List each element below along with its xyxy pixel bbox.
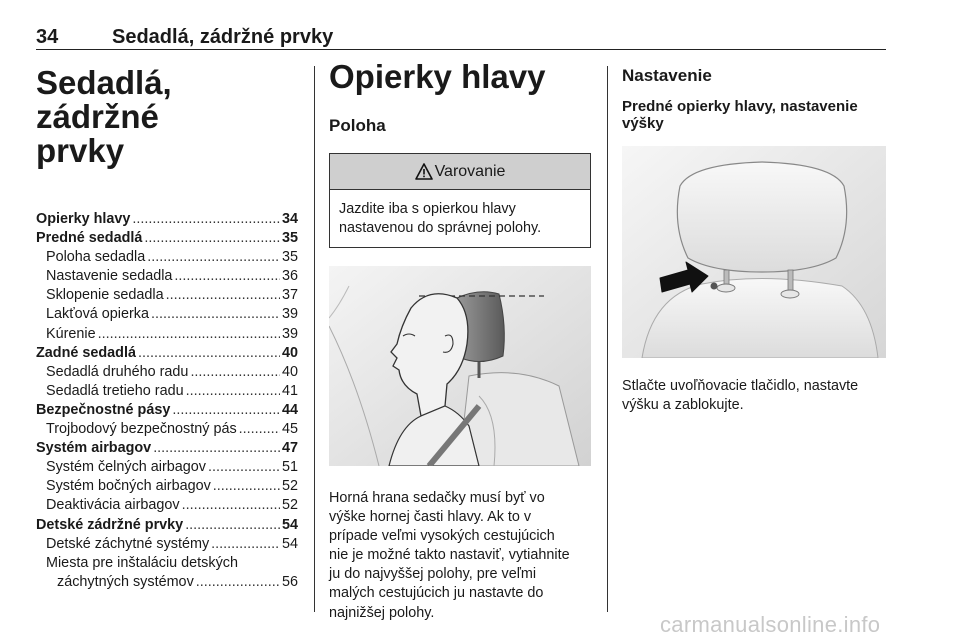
text-line: výšku a zablokujte. [622,397,744,414]
toc-entry-page: 41 [281,382,298,399]
toc-entry-page: 35 [281,249,298,266]
toc-entry[interactable] [36,535,298,554]
toc-entry-label: Sedadlá druhého radu [46,363,189,380]
toc-entry-page: 36 [281,268,298,285]
toc-leader-dots [147,248,280,267]
toc-entry-label: Systém čelných airbagov [46,459,206,476]
toc-entry-page: 40 [281,363,298,380]
body-paragraph [622,377,888,415]
chapter-title [36,66,298,168]
toc-entry-label: Nastavenie sedadla [46,268,173,285]
toc-entry[interactable] [36,248,298,267]
toc-entry[interactable] [36,516,298,535]
toc-entry[interactable] [36,229,298,248]
toc-leader-dots [239,420,280,439]
toc-leader-dots [190,363,280,382]
toc-entry[interactable] [36,439,298,458]
toc-entry[interactable] [36,344,298,363]
chapter-title-line: prvky [36,132,125,169]
toc-entry[interactable] [36,286,298,305]
toc-entry-label: Opierky hlavy [36,211,131,227]
subtitle-line: výšky [622,115,664,132]
toc-entry-page: 37 [281,287,298,304]
head-and-headrest-figure [329,266,591,466]
section-subtitle: Poloha [329,116,386,135]
toc-entry-label: Systém airbagov [36,440,152,457]
toc-leader-dots [98,325,280,344]
section-title: Nastavenie [622,66,712,85]
toc-leader-dots [144,229,280,248]
column-3 [622,60,888,415]
text-line: Stlačte uvoľňovacie tlačidlo, nastavte [622,378,859,394]
running-title: Sedadlá, zádržné prvky [112,26,334,48]
body-paragraph [329,489,593,623]
toc-entry-page: 40 [281,344,298,361]
toc-entry-label: Systém bočných airbagov [46,478,211,495]
text-line: nie je možné takto nastaviť, vytiahnite [329,547,570,564]
toc-entry-page: 39 [281,325,298,342]
toc-leader-dots [213,477,280,496]
toc-leader-dots [174,267,280,286]
toc-entry-label: Trojbodový bezpečnostný pás [46,421,237,438]
toc-leader-dots [185,516,280,535]
warning-line: nastavenou do správnej polohy. [339,220,542,236]
toc-entry-page: 56 [281,573,298,590]
toc-entry-label: Predné sedadlá [36,230,143,247]
headrest-position-illustration [329,266,593,471]
toc-entry-label: Lakťová opierka [46,306,149,323]
headrest-figure [622,146,886,358]
toc-entry-page: 52 [281,497,298,514]
warning-box [329,153,591,248]
toc-entry[interactable] [36,401,298,420]
column-divider [314,66,315,612]
toc-entry[interactable] [36,496,298,515]
warning-triangle-icon [415,163,433,180]
toc-leader-dots [208,458,280,477]
text-line: výške hornej časti hlavy. Ak to v [329,509,532,526]
toc-entry[interactable] [36,382,298,401]
section-subtitle [622,98,888,132]
toc-entry-page: 51 [281,459,298,476]
page-number: 34 [36,26,59,48]
column-2 [329,60,593,623]
toc-entry[interactable] [36,554,298,573]
toc-entry-label: Detské zádržné prvky [36,516,184,533]
toc-entry-page: 47 [281,440,298,457]
toc-entry[interactable] [36,210,298,229]
toc-entry-label: Sklopenie sedadla [46,287,164,304]
text-line: prípade veľmi vysokých cestujúcich [329,528,555,545]
toc-entry-page: 34 [281,211,298,227]
toc-entry-label: Deaktivácia airbagov [46,497,180,514]
chapter-title-line: Sedadlá, zádržné [36,64,172,135]
toc-entry-page: 54 [281,535,298,552]
toc-entry[interactable] [36,573,298,592]
toc-entry[interactable] [36,363,298,382]
toc-leader-dots [132,210,280,229]
text-line: najnižšej polohy. [329,604,435,621]
toc-entry-label: Miesta pre inštaláciu detských [46,554,238,571]
toc-entry-page: 44 [281,401,298,418]
toc-entry-page: 54 [281,516,298,533]
toc-entry[interactable] [36,305,298,324]
subtitle-line: Predné opierky hlavy, nastavenie [622,98,858,115]
toc-entry-page: 45 [281,421,298,438]
warning-body [330,190,590,247]
toc-entry-page: 39 [281,306,298,323]
headrest-adjust-illustration [622,146,888,363]
toc-entry-page: 35 [281,230,298,247]
toc-leader-dots [211,535,280,554]
warning-heading [330,154,590,190]
column-divider [607,66,608,612]
toc-leader-dots [186,382,280,401]
page-header [36,16,886,50]
toc-leader-dots [153,439,280,458]
toc-leader-dots [166,286,280,305]
text-line: Horná hrana sedačky musí byť vo [329,490,545,506]
table-of-contents [36,210,298,592]
toc-entry-label: Zadné sedadlá [36,344,136,361]
toc-leader-dots [151,305,280,324]
toc-entry[interactable] [36,267,298,286]
text-line: malých cestujúcich ju nastavte do [329,585,544,602]
warning-heading-text: Varovanie [434,162,506,180]
toc-entry[interactable] [36,420,298,439]
toc-entry-label: Bezpečnostné pásy [36,401,171,418]
toc-entry[interactable] [36,458,298,477]
toc-entry-label: záchytných systémov [57,573,194,590]
column-1 [36,60,298,592]
toc-entry-label: Detské záchytné systémy [46,535,210,552]
toc-entry-label: Poloha sedadla [46,249,146,266]
toc-entry[interactable] [36,325,298,344]
toc-entry-page: 52 [281,478,298,495]
toc-entry[interactable] [36,477,298,496]
toc-leader-dots [196,573,280,592]
toc-entry-label: Sedadlá tretieho radu [46,382,184,399]
toc-entry-label: Kúrenie [46,325,96,342]
toc-leader-dots [182,496,280,515]
text-line: ju do najvyššej polohy, pre veľmi [329,566,537,583]
warning-line: Jazdite iba s opierkou hlavy [339,201,516,217]
toc-leader-dots [172,401,280,420]
toc-leader-dots [138,344,280,363]
watermark: carmanualsonline.info [660,612,881,637]
section-title: Opierky hlavy [329,58,546,95]
